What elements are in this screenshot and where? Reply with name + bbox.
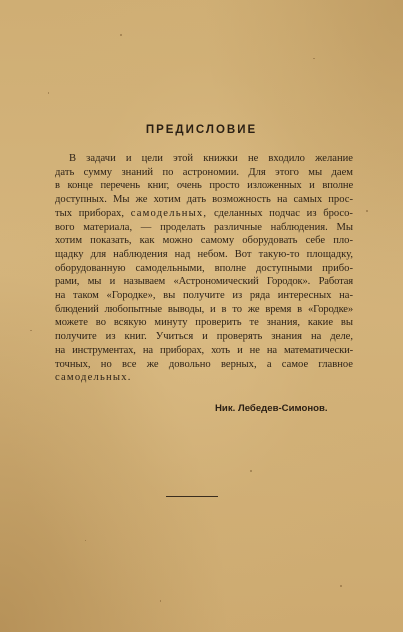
paper-speck <box>85 540 86 541</box>
text-line: В задачи и цели этой книжки не входило желание <box>69 153 353 164</box>
paper-speck <box>340 585 342 587</box>
text-line: получите из книг. Учиться и проверять знания на деле, <box>55 331 353 343</box>
paper-speck <box>366 210 368 212</box>
text-line: щадку для наблюдения над небом. Вот такую-то площадку, <box>55 248 353 260</box>
text-line: точных, но все же довольно верных, а самое главное <box>55 358 353 370</box>
text-fragment: сделанных подчас из бросо- <box>213 207 353 219</box>
preface-heading: ПРЕДИСЛОВИЕ <box>145 124 258 136</box>
text-line-mixed <box>55 207 353 221</box>
preface-body <box>55 152 353 385</box>
text-line: хотим показать, как можно самому оборудовать себе пло- <box>55 235 353 247</box>
text-line: самодельных. <box>55 372 132 384</box>
text-line: на таком «Городке», вы получите из ряда интересных на- <box>55 290 353 302</box>
text-line: оборудованную самодельными, вполне доступными прибо- <box>55 262 353 274</box>
section-divider <box>166 496 218 497</box>
text-fragment-emphasis: самодельных, <box>130 207 208 219</box>
author-signature: Ник. Лебедев-Симонов. <box>215 403 328 414</box>
paper-speck <box>160 600 161 602</box>
paper-speck <box>120 34 122 36</box>
text-line: блюдений любопытные выводы, и в то же время в «Городке» <box>55 303 353 315</box>
text-line: вого материала, — проделать различные наблюдения. Мы <box>55 221 353 233</box>
text-line: доступных. Мы же хотим дать возможность на самых прос- <box>55 194 353 206</box>
text-line: дать сумму знаний по астрономии. Для этого мы даем <box>55 166 353 178</box>
text-line: рами, мы и называем «Астрономический Городок». Работая <box>55 276 353 288</box>
text-line: можете во всякую минуту проверить те знания, какие вы <box>55 317 353 329</box>
paper-speck <box>250 470 252 472</box>
paper-speck <box>48 92 49 94</box>
text-line: на инструментах, на приборах, хоть и не на математически- <box>55 344 353 356</box>
paper-speck <box>30 330 32 331</box>
text-fragment: тых приборах, <box>55 207 124 219</box>
text-line: в конце перечень книг, очень просто изложенных и вполне <box>55 180 353 192</box>
paper-speck <box>313 58 315 59</box>
